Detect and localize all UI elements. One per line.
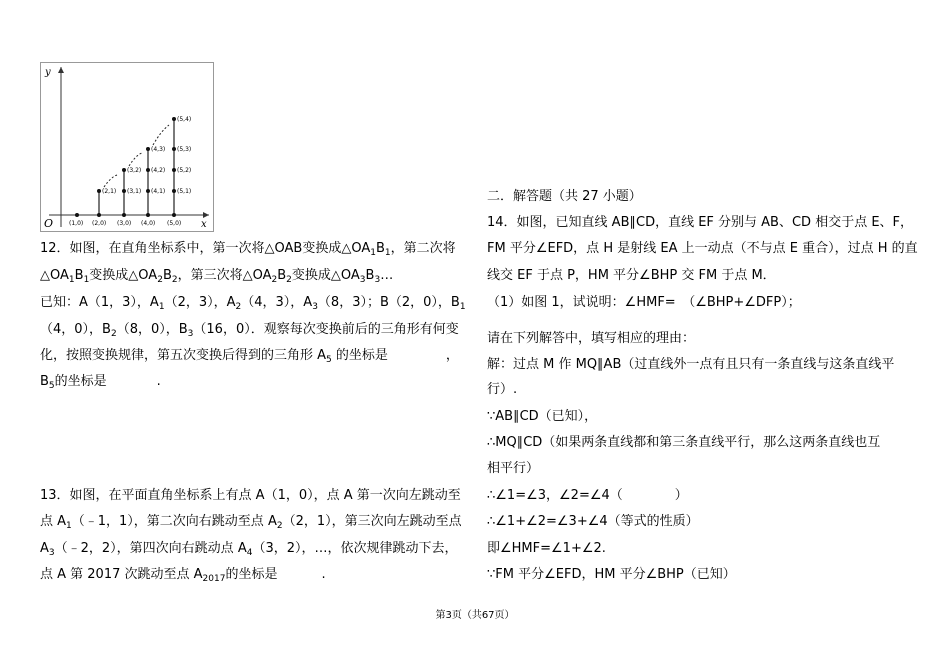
origin-label: O: [44, 217, 54, 230]
q12-line-3: 已知：A（1，3），$A_1(2$，3），$A_2(4$，3），$A_3(8$，3）；B（2，0），$B_1$: [40, 295, 466, 312]
page-footer: 第3页（共67页）: [435, 610, 515, 621]
q13-line-2: 点 $A_1(﹣1$，1），第二次向右跳动至点 $A_2(2$，1），第三次向左跳动至点: [40, 514, 462, 531]
jump-diagram: [41, 63, 213, 231]
svg-text:(2,0): (2,0): [92, 220, 107, 227]
svg-text:(4,3): (4,3): [151, 146, 166, 153]
svg-text:(5,3): (5,3): [177, 146, 192, 153]
svg-text:(3,1): (3,1): [127, 188, 142, 195]
q14-line-6: 解：过点 M 作 MQ∥AB（过直线外一点有且只有一条直线与这条直线平: [487, 357, 895, 372]
q12-line-4: （4，0），$B_2(8$，0），$B_3(16$，0）．观察每次变换前后的三角形有何变: [40, 322, 459, 339]
section-heading: 二．解答题（共 27 小题）: [487, 189, 642, 204]
q14-line-3: 线交 EF 于点 P，HM 平分∠BHP 交 FM 于点 M．: [487, 268, 776, 283]
q12-line-5: 化，按照变换规律，第五次变换后得到的三角形 $A_5$ 的坐标是 ，: [40, 348, 459, 365]
q14-line-2: FM 平分∠EFD，点 H 是射线 EA 上一动点（不与点 E 重合），过点 H 的直: [487, 241, 918, 256]
svg-text:(4,1): (4,1): [151, 188, 166, 195]
svg-text:(4,2): (4,2): [151, 167, 166, 174]
q14-line-14: ∵FM 平分∠EFD，HM 平分∠BHP（已知）: [487, 567, 736, 582]
q14-line-5: 请在下列解答中，填写相应的理由：: [487, 331, 696, 346]
svg-text:(2,1): (2,1): [102, 188, 117, 195]
coordinate-figure: [40, 62, 214, 232]
q14-line-10: 相平行）: [487, 461, 540, 476]
svg-text:(5,1): (5,1): [177, 188, 192, 195]
q13-line-1: 13．如图，在平面直角坐标系上有点 A（1，0），点 A 第一次向左跳动至: [40, 488, 461, 503]
q14-line-1: 14．如图，已知直线 AB∥CD，直线 EF 分别与 AB、CD 相交于点 E、F，: [487, 215, 914, 230]
q12-line-2: $\triangle OA_1B_1$变换成$\triangle OA_2B_2$，第三次将$\triangle OA_2B_2$变换成$\triangle OA_3B_3\dots$: [40, 268, 394, 285]
q14-line-13: 即∠HMF=∠1+∠2.: [487, 541, 606, 556]
q13-line-3: $A_3(﹣2$，2），第四次向右跳动点 $A_4(3$，2），…，依次规律跳动下去，: [40, 541, 458, 558]
q14-line-8: ∵AB∥CD（已知），: [487, 409, 598, 424]
q13-line-4: 点 A 第 2017 次跳动至点 $A_{2017}$的坐标是 .: [40, 567, 326, 584]
q14-line-9: ∴MQ∥CD（如果两条直线都和第三条直线平行，那么这两条直线也互: [487, 435, 881, 450]
q14-line-11: ∴∠1=∠3，∠2=∠4（ ）: [487, 488, 688, 503]
svg-text:(3,2): (3,2): [127, 167, 142, 174]
svg-text:(4,0): (4,0): [141, 220, 156, 227]
q14-line-7: 行）.: [487, 382, 518, 397]
q14-line-4: （1）如图 1，试说明：∠HMF= （∠BHP+∠DFP）；: [487, 295, 801, 310]
svg-text:(5,0): (5,0): [167, 220, 182, 227]
svg-text:(5,2): (5,2): [177, 167, 192, 174]
q12-line-6: $B_5$的坐标是 .: [40, 374, 161, 391]
q14-line-12: ∴∠1+∠2=∠3+∠4（等式的性质）: [487, 514, 699, 529]
q12-line-1: 12．如图，在直角坐标系中，第一次将△OAB变换成$\triangle OA_1B_1$，第二次将: [40, 241, 456, 258]
svg-text:(1,0): (1,0): [69, 220, 84, 227]
y-axis-label: y: [45, 67, 51, 78]
svg-text:(3,0): (3,0): [117, 220, 132, 227]
svg-text:(5,4): (5,4): [177, 116, 192, 123]
x-axis-label: x: [201, 219, 207, 230]
